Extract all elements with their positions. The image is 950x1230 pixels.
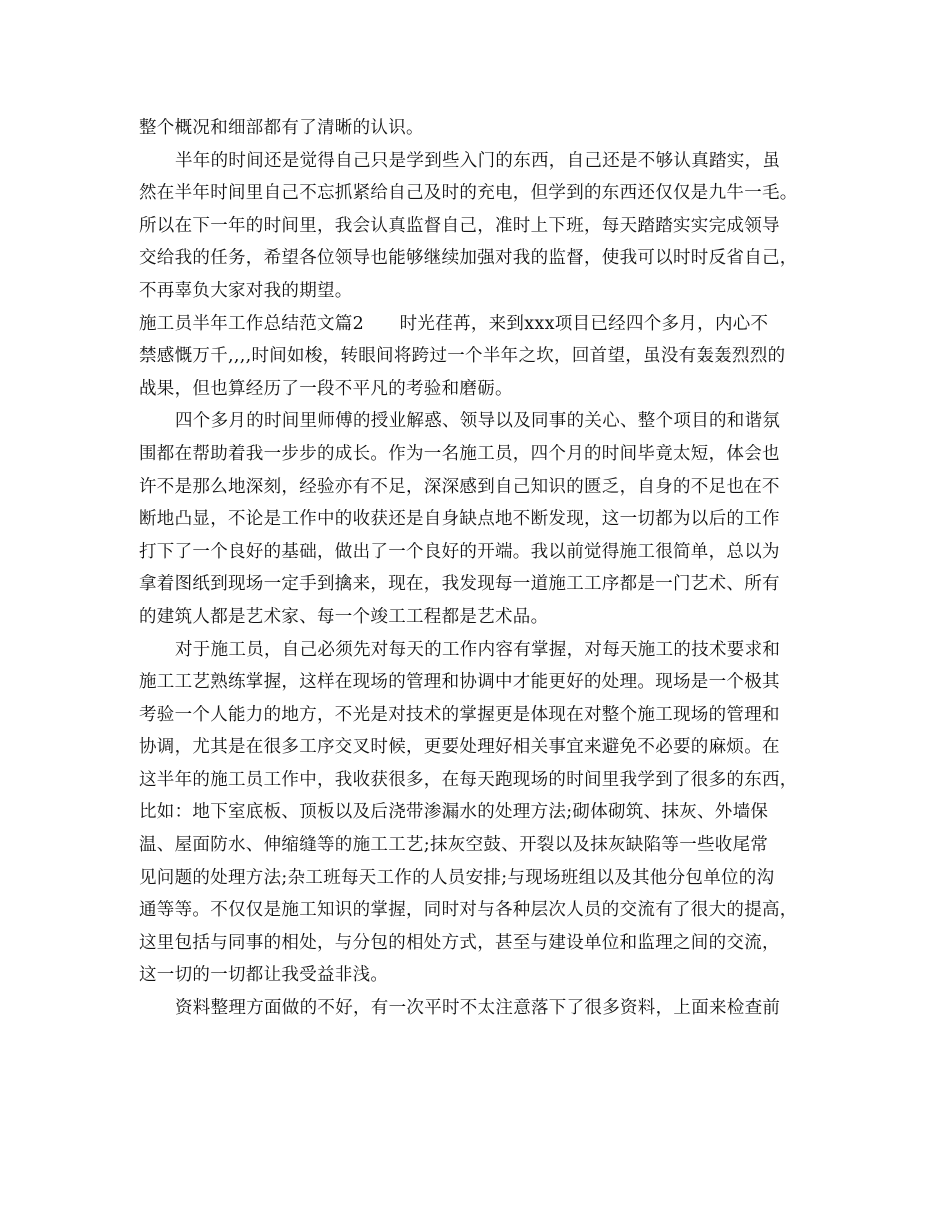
text-line: 断地凸显，不论是工作中的收获还是自身缺点地不断发现，这一切都为以后的工作 [139,509,780,530]
text-line: 通等等。不仅仅是施工知识的掌握，同时对与各种层次人员的交流有了很大的提高， [139,900,798,921]
text-line: 所以在下一年的时间里，我会认真监督自己，准时上下班，每天踏踏实实完成领导 [139,215,780,236]
text-line: 温、屋面防水、伸缩缝等的施工工艺;抹灰空鼓、开裂以及抹灰缺陷等一些收尾常 [139,835,769,856]
text-line: 战果，但也算经历了一段不平凡的考验和磨砺。 [139,378,513,399]
text-line: 打下了一个良好的基础，做出了一个良好的开端。我以前觉得施工很简单，总以为 [139,541,780,562]
text-line: 然在半年时间里自己不忘抓紧给自己及时的充电，但学到的东西还仅仅是九牛一毛。 [139,183,798,204]
text-line: 不再辜负大家对我的期望。 [139,280,353,301]
text-line: 比如：地下室底板、顶板以及后浇带渗漏水的处理方法;砌体砌筑、抹灰、外墙保 [139,802,769,823]
text-line: 这一切的一切都让我受益非浅。 [139,965,389,986]
text-line: 施工员半年工作总结范文篇2 时光荏苒，来到xxx项目已经四个多月，内心不 [139,313,769,334]
text-line: 的建筑人都是艺术家、每一个竣工工程都是艺术品。 [139,606,549,627]
text-line: 见问题的处理方法;杂工班每天工作的人员安排;与现场班组以及其他分包单位的沟 [139,867,775,888]
text-line: 围都在帮助着我一步步的成长。作为一名施工员，四个月的时间毕竟太短，体会也 [139,443,780,464]
text-line: 资料整理方面做的不好，有一次平时不太注意落下了很多资料，上面来检查前 [175,998,781,1019]
text-line: 半年的时间还是觉得自己只是学到些入门的东西，自己还是不够认真踏实，虽 [175,150,781,171]
text-line: 协调，尤其是在很多工序交叉时候，更要处理好相关事宜来避免不必要的麻烦。在 [139,737,780,758]
text-line: 许不是那么地深刻，经验亦有不足，深深感到自己知识的匮乏，自身的不足也在不 [139,476,780,497]
text-line: 整个概况和细部都有了清晰的认识。 [139,118,424,138]
text-line: 交给我的任务，希望各位领导也能够继续加强对我的监督，使我可以时时反省自己， [139,248,798,269]
text-line: 对于施工员，自己必须先对每天的工作内容有掌握，对每天施工的技术要求和 [175,639,781,660]
text-line: 这里包括与同事的相处，与分包的相处方式，甚至与建设单位和监理之间的交流， [139,932,780,953]
text-line: 禁感慨万千,,,,时间如梭，转眼间将跨过一个半年之坎，回首望，虽没有轰轰烈烈的 [139,346,786,367]
text-line: 这半年的施工员工作中，我收获很多，在每天跑现场的时间里我学到了很多的东西， [139,769,798,790]
text-line: 四个多月的时间里师傅的授业解惑、领导以及同事的关心、整个项目的和谐氛 [175,411,781,432]
text-line: 拿着图纸到现场一定手到擒来，现在，我发现每一道施工工序都是一门艺术、所有 [139,574,780,595]
text-line: 施工工艺熟练掌握，这样在现场的管理和协调中才能更好的处理。现场是一个极其 [139,672,780,693]
text-line: 考验一个人能力的地方，不光是对技术的掌握更是体现在对整个施工现场的管理和 [139,704,780,725]
document-body [139,112,829,1025]
